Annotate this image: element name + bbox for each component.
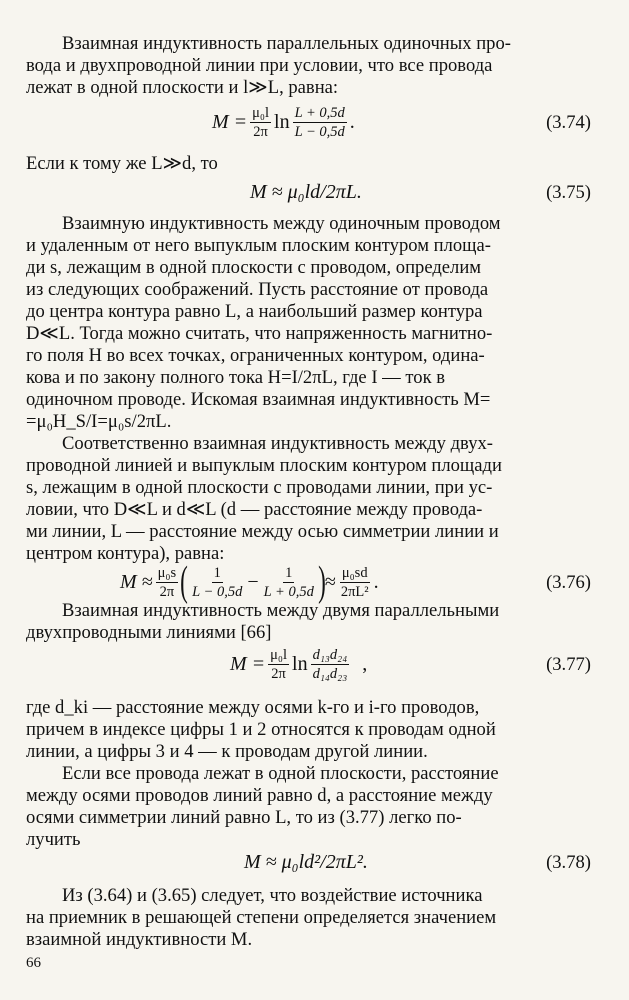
eq-numerator: d₁₃d₂₄	[312, 646, 348, 663]
text-line: Взаимная индуктивность между двумя параллельными	[62, 600, 500, 621]
eq-expression: M ≈ μ₀ld²/2πL².	[244, 850, 368, 873]
text-line: =μ₀H_S/I=μ₀s/2πL.	[26, 411, 172, 432]
text-line: ми линии, L — расстояние между осью симметрии линии и	[26, 521, 499, 542]
eq-fraction	[268, 647, 289, 682]
text-line: лучить	[26, 829, 81, 850]
text-line: кова и по закону полного тока H=I/2πL, где I — ток в	[26, 367, 446, 388]
text-line: вода и двухпроводной линии при условии, что все провода	[26, 55, 493, 76]
text-line: лежат в одной плоскости и l≫L, равна:	[26, 77, 339, 98]
text-line: до центра контура равно L, а наибольший размер контура	[26, 301, 483, 322]
eq-fraction	[293, 105, 347, 140]
page-number: 66	[26, 955, 41, 971]
equation-3-75	[0, 170, 629, 214]
equation-number: (3.77)	[546, 654, 591, 675]
eq-fraction	[250, 105, 271, 140]
equation-number: (3.75)	[546, 182, 591, 203]
eq-ln: ln	[274, 110, 290, 133]
text-line: двухпроводными линиями [66]	[26, 622, 272, 643]
text-line: s, лежащим в одной плоскости с проводами линии, при ус-	[26, 477, 493, 498]
eq-fraction	[339, 565, 371, 600]
text-line: ловии, что D≪L и d≪L (d — расстояние между провода-	[26, 499, 483, 520]
eq-denominator: 2π	[159, 583, 175, 600]
equation-3-76	[0, 560, 629, 604]
eq-numerator: μ₀s	[157, 564, 177, 581]
text-line: линии, а цифры 3 и 4 — к проводам другой линии.	[26, 741, 428, 762]
eq-lhs: M =	[230, 652, 266, 675]
eq-numerator: L + 0,5d	[294, 104, 345, 121]
text-line: на приемник в решающей степени определяется значением	[26, 907, 497, 928]
eq-lhs: M ≈	[120, 570, 153, 593]
eq-numerator: μ₀l	[270, 646, 288, 663]
text-line: го поля H во всех точках, ограниченных контуром, одина-	[26, 345, 485, 366]
eq-denominator: d₁₄d₂₃	[312, 665, 348, 682]
text-line: Если к тому же L≫d, то	[26, 153, 218, 174]
text-line: Взаимную индуктивность между одиночным проводом	[62, 213, 501, 234]
text-line: Соответственно взаимная индуктивность между двух-	[62, 433, 493, 454]
equation-3-77	[0, 642, 629, 686]
eq-left-paren: (	[180, 559, 188, 605]
eq-punctuation: .	[373, 570, 379, 593]
text-line: D≪L. Тогда можно считать, что напряженность магнитно-	[26, 323, 493, 344]
text-line: где d_ki — расстояние между осями k-го и i-го проводов,	[26, 697, 480, 718]
equation-number: (3.74)	[546, 112, 591, 133]
eq-fraction	[190, 565, 244, 600]
eq-numerator: μ₀l	[252, 104, 270, 121]
equation-3-74	[0, 100, 629, 144]
eq-denominator: 2π	[253, 123, 268, 140]
eq-operator: −	[247, 570, 259, 593]
text-line: и удаленным от него выпуклым плоским контуром площа-	[26, 235, 491, 256]
eq-denominator: L + 0,5d	[263, 583, 314, 600]
text-line: центром контура), равна:	[26, 543, 225, 564]
equation-number: (3.76)	[546, 572, 591, 593]
eq-numerator: 1	[285, 564, 293, 581]
text-line: из следующих соображений. Пусть расстояние от провода	[26, 279, 489, 300]
text-line: ди s, лежащим в одной плоскости с проводом, определим	[26, 257, 482, 278]
eq-numerator: 1	[213, 564, 221, 581]
text-line: Если все провода лежат в одной плоскости, расстояние	[62, 763, 499, 784]
eq-numerator: μ₀sd	[341, 564, 368, 581]
eq-denominator: 2π	[271, 665, 286, 682]
text-line: осями симметрии линий равно L, то из (3.77) легко по-	[26, 807, 462, 828]
text-line: между осями проводов линий равно d, а расстояние между	[26, 785, 493, 806]
eq-lhs: M =	[212, 110, 248, 133]
eq-punctuation: .	[349, 110, 355, 133]
eq-fraction	[262, 565, 316, 600]
eq-denominator: 2πL²	[340, 583, 369, 600]
text-line: причем в индексе цифры 1 и 2 относятся к проводам одной	[26, 719, 496, 740]
eq-denominator: L − 0,5d	[192, 583, 243, 600]
eq-expression: M ≈ μ₀ld/2πL.	[250, 180, 362, 203]
text-line: Взаимная индуктивность параллельных одиночных про-	[62, 33, 511, 54]
equation-3-78	[0, 840, 629, 884]
eq-denominator: L − 0,5d	[294, 123, 345, 140]
text-line: Из (3.64) и (3.65) следует, что воздействие источника	[62, 885, 483, 906]
eq-right-paren: )	[317, 559, 326, 605]
eq-ln: ln	[292, 652, 308, 675]
eq-operator: ≈	[324, 570, 336, 593]
eq-fraction	[156, 565, 178, 600]
eq-fraction	[311, 647, 350, 682]
equation-number: (3.78)	[546, 852, 591, 873]
text-line: проводной линией и выпуклым плоским контуром площади	[26, 455, 502, 476]
text-line: одиночном проводе. Искомая взаимная индуктивность M=	[26, 389, 491, 410]
text-line: взаимной индуктивности M.	[26, 929, 253, 950]
eq-punctuation: ,	[362, 652, 368, 675]
